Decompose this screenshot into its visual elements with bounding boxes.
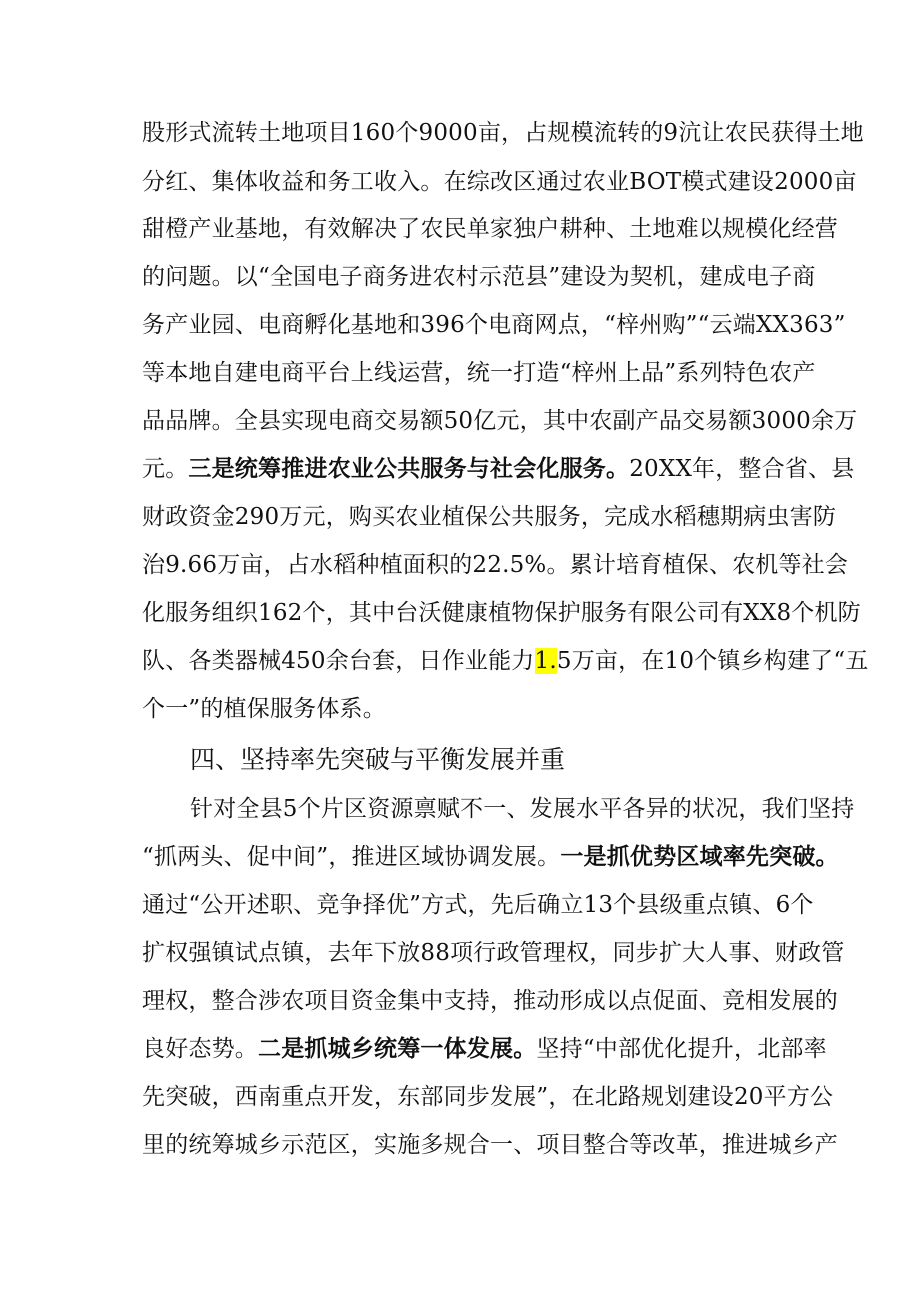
- paragraph-line: 化服务组织162个，其中台沃健康植物保护服务有限公司有XX8个机防: [142, 600, 861, 626]
- paragraph-line: 分红、集体收益和务工收入。在综改区通过农业BOT模式建设2000亩: [142, 169, 857, 195]
- paragraph-line: 通过“公开述职、竞争择优”方式，先后确立13个县级重点镇、6个: [142, 892, 814, 918]
- text-run: 队、各类器械450余台套，日作业能力: [142, 648, 535, 674]
- bold-lead-phrase: 三是统筹推进农业公共服务与社会化服务。: [188, 455, 630, 482]
- paragraph-line: [142, 842, 839, 872]
- text-run: 20XX年，整合省、县: [629, 456, 855, 482]
- paragraph-line: [142, 454, 855, 484]
- section-heading: 四、坚持率先突破与平衡发展并重: [190, 745, 566, 774]
- paragraph-line: 先突破，西南重点开发，东部同步发展”，在北路规划建设20平方公: [142, 1084, 834, 1110]
- paragraph-line: 针对全县5个片区资源禀赋不一、发展水平各异的状况，我们坚持: [190, 796, 855, 822]
- paragraph-line: 品品牌。全县实现电商交易额50亿元，其中农副产品交易额3000余万: [142, 408, 858, 434]
- paragraph-line: 个一”的植保服务体系。: [142, 696, 386, 722]
- text-run: 元。: [142, 456, 189, 482]
- paragraph-line: 等本地自建电商平台上线运营，统一打造“梓州上品”系列特色农产: [142, 360, 816, 386]
- paragraph-line: 治9.66万亩，占水稻种植面积的22.5%。累计培育植保、农机等社会: [142, 552, 849, 578]
- text-run: 坚持“中部优化提升，北部率: [536, 1036, 827, 1062]
- paragraph-line: 的问题。以“全国电子商务进农村示范县”建设为契机，建成电子商: [142, 264, 816, 290]
- paragraph-line: [142, 1034, 827, 1064]
- bold-lead-phrase: 一是抓优势区域率先突破。: [560, 843, 839, 870]
- paragraph-line: 务产业园、电商孵化基地和396个电商网点，“梓州购”“云端XX363”: [142, 312, 846, 338]
- bold-lead-phrase: 二是抓城乡统筹一体发展。: [258, 1035, 537, 1062]
- text-run: “抓两头、促中间”，推进区域协调发展。: [142, 844, 561, 870]
- paragraph-line: 扩权强镇试点镇，去年下放88项行政管理权，同步扩大人事、财政管: [142, 940, 845, 966]
- paragraph-line: 财政资金290万元，购买农业植保公共服务，完成水稻穗期病虫害防: [142, 504, 837, 530]
- paragraph-line: 甜橙产业基地，有效解决了农民单家独户耕种、土地难以规模化经营: [142, 216, 838, 242]
- text-run: 良好态势。: [142, 1036, 258, 1062]
- highlighted-text: 1.: [534, 648, 557, 674]
- paragraph-line: 股形式流转土地项目160个9000亩，占规模流转的9沆让农民获得土地: [142, 120, 864, 146]
- paragraph-line: 理权，整合涉农项目资金集中支持，推动形成以点促面、竞相发展的: [142, 988, 838, 1014]
- paragraph-line: 里的统筹城乡示范区，实施多规合一、项目整合等改革，推进城乡产: [142, 1132, 838, 1158]
- text-run: 5万亩，在10个镇乡构建了“五: [556, 648, 869, 674]
- paragraph-line: [142, 646, 869, 676]
